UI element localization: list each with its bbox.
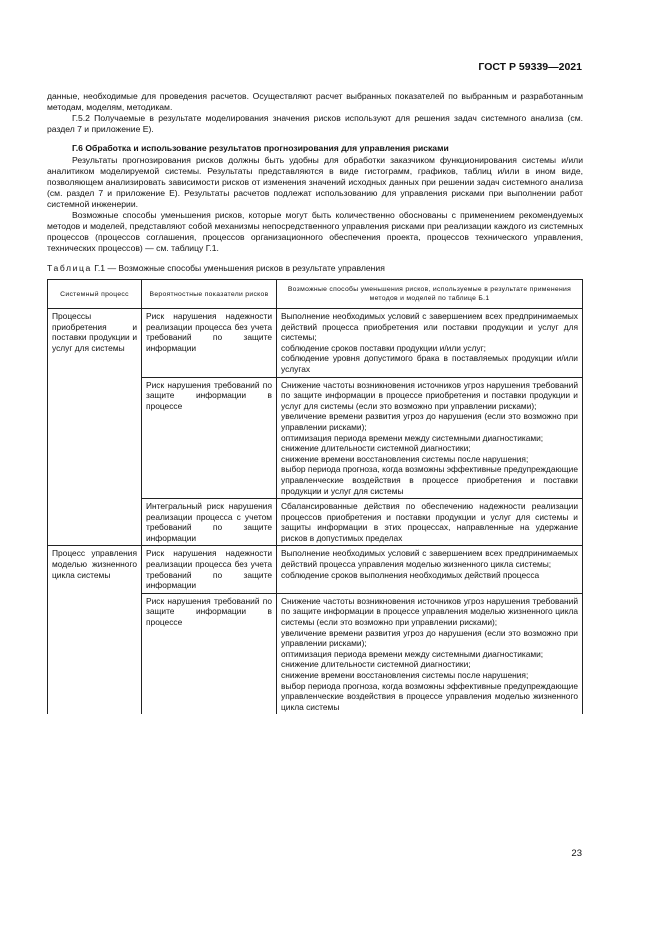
indicator-cell <box>142 593 277 714</box>
method-line: Выполнение необходимых условий с завершением всех предпринимаемых действий процесса приобретения или поставки продукции и услуг для системы; <box>281 311 578 343</box>
process-name: Процесс управления моделью жизненного цикла системы <box>52 548 137 580</box>
table-header-row <box>48 280 583 309</box>
header-system-process: Системный процесс <box>48 280 142 309</box>
method-line: Снижение частоты возникновения источников угроз нарушения требований по защите информации в процессе управления моделью жизненного цикла системы (если это возможно при управлении рисками); <box>281 595 578 628</box>
table-row <box>48 309 583 378</box>
header-reduction-methods: Возможные способы уменьшения рисков, используемые в результате применения методов и моделей по таблице Б.1 <box>277 280 583 309</box>
method-line: соблюдение сроков выполнения необходимых действий процесса <box>281 569 540 580</box>
table-caption <box>47 263 583 274</box>
methods-cell <box>277 546 583 593</box>
page-content <box>47 91 583 714</box>
paragraph-3: Результаты прогнозирования рисков должны быть удобны для обработки заказчиком функционирования системы и/или аналитиком моделируемой системы. Результаты представляются в виде гистограмм, графиков, таблиц и/или в ином виде, позволяющем анализировать зависимости рисков от изменения значений исходных данных при решении задач системного анализа (см. раздел 7 и приложение Е). Результаты расчетов подлежат использованию для управления рисками при выполнении работ системной инженерии. <box>47 155 583 209</box>
method-line: увеличение времени развития угроз до нарушения (если это возможно при управлении рисками); <box>281 627 578 649</box>
table-caption-lead: Таблица <box>47 263 92 273</box>
table-row <box>48 546 583 593</box>
document-id: ГОСТ Р 59339—2021 <box>478 61 582 73</box>
method-line: снижение длительности системной диагностики; <box>281 659 471 670</box>
method-line: выбор периода прогноза, когда возможны эффективные предупреждающие управленческие воздействия в процессе управления моделью жизненного цикла системы <box>281 680 578 712</box>
indicator-cell <box>142 309 277 378</box>
method-line: снижение времени восстановления системы после нарушения; <box>281 670 529 680</box>
method-line: соблюдение сроков поставки продукции и/или услуг; <box>281 342 486 353</box>
indicator-text: Риск нарушения требований по защите информации в процессе <box>146 595 272 628</box>
method-line: увеличение времени развития угроз до нарушения (если это возможно при управлении рисками); <box>281 411 578 432</box>
method-line: снижение времени восстановления системы после нарушения; <box>281 453 529 464</box>
method-line: оптимизация периода времени между системными диагностиками; <box>281 648 544 659</box>
methods-cell <box>277 593 583 714</box>
method-line: Сбалансированные действия по обеспечению надежности реализации процессов приобретения и поставки продукции и услуг для системы и защиты информации в этих процессах, направленные на удержание рисков в допустимых пределах <box>281 501 578 543</box>
indicator-cell <box>142 377 277 499</box>
paragraph-4: Возможные способы уменьшения рисков, которые могут быть количественно обоснованы с применением рекомендуемых методов и моделей, представляют собой механизмы непосредственного управления рисками при реализации каждого из системных процессов (процессов соглашения, процессов организационного обеспечения проекта, процессов технического управления, технических процессов) — см. таблицу Г.1. <box>47 210 583 253</box>
page-number: 23 <box>571 848 582 859</box>
method-line: выбор периода прогноза, когда возможны эффективные предупреждающие управленческие воздействия в процессе приобретения и поставки продукции и услуг для системы <box>281 464 578 496</box>
method-line: оптимизация периода времени между системными диагностиками; <box>281 432 544 443</box>
header-risk-indicators: Вероятностные показатели рисков <box>142 280 277 309</box>
method-line: Выполнение необходимых условий с завершением всех предпринимаемых действий процесса управления моделью жизненного цикла системы; <box>281 548 578 570</box>
risk-reduction-table <box>47 279 583 714</box>
methods-cell <box>277 377 583 499</box>
paragraph-1: данные, необходимые для проведения расчетов. Осуществляют расчет выбранных показателей по выбранным и разработанным методам, моделям, методикам. <box>47 91 583 112</box>
indicator-text: Риск нарушения требований по защите информации в процессе <box>146 379 272 411</box>
methods-cell <box>277 499 583 546</box>
indicator-cell <box>142 499 277 546</box>
section-title: Г.6 Обработка и использование результатов прогнозирования для управления рисками <box>72 143 449 153</box>
indicator-cell <box>142 546 277 593</box>
paragraph-2: Г.5.2 Получаемые в результате моделирования значения рисков используют для решения задач системного анализа (см. раздел 7 и приложение Е). <box>47 113 583 134</box>
indicator-text: Риск нарушения надежности реализации процесса без учета требований по защите информации <box>146 548 272 591</box>
process-cell <box>48 309 142 546</box>
methods-cell <box>277 309 583 378</box>
table-caption-text: Г.1 — Возможные способы уменьшения рисков в результате управления <box>91 263 385 273</box>
indicator-text: Риск нарушения надежности реализации процесса без учета требований по защите информации <box>146 311 272 353</box>
method-line: Снижение частоты возникновения источников угроз нарушения требований по защите информации в процессе приобретения и поставки продукции и услуг для системы (если это возможно при управлении рисками); <box>281 379 578 411</box>
method-line: снижение длительности системной диагностики; <box>281 443 471 454</box>
process-name: Процессы приобретения и поставки продукции и услуг для системы <box>52 311 137 353</box>
method-line: соблюдение уровня допустимого брака в поставляемых продукции и/или услугах <box>281 353 578 374</box>
process-cell <box>48 546 142 714</box>
indicator-text: Интегральный риск нарушения реализации процесса с учетом требований по защите информации <box>146 501 272 543</box>
